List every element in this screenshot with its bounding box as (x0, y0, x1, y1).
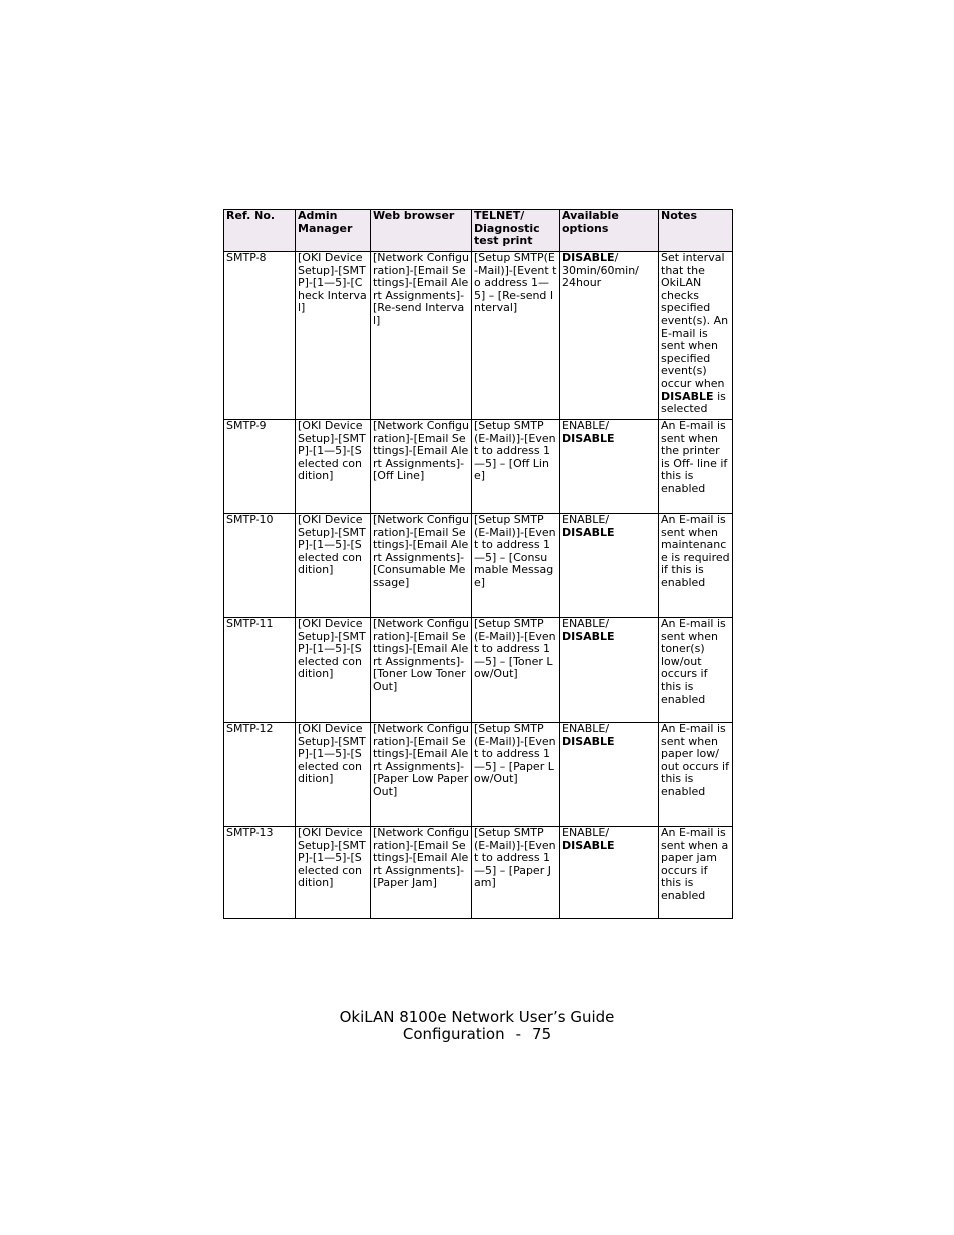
notes-cell: An E-mail is sent when maintenance is required if this is enabled (659, 514, 733, 618)
footer-section: Configuration (402, 1025, 505, 1043)
telnet-cell: [Setup SMTP (E-Mail)]-[Event to address 1—5] – [Toner Low/Out] (472, 618, 560, 723)
table-row (224, 252, 733, 420)
web-cell: [Network Configuration]-[Email Settings]-[Email Alert Assignments]-[Toner Low Toner Out] (371, 618, 472, 723)
table-row (224, 514, 733, 618)
notes-cell: An E-mail is sent when a paper jam occurs if this is enabled (659, 827, 733, 919)
telnet-cell: [Setup SMTP (E-Mail)]-[Event to address 1—5] – [Paper Jam] (472, 827, 560, 919)
admin-cell: [OKI Device Setup]-[SMTP]-[1—5]-[Selected condition] (296, 723, 371, 827)
options-cell (560, 618, 659, 723)
header-notes: Notes (659, 210, 733, 252)
header-ref-no: Ref. No. (224, 210, 296, 252)
options-cell (560, 827, 659, 919)
options-cell (560, 420, 659, 514)
web-cell: [Network Configuration]-[Email Settings]-[Email Alert Assignments]-[Paper Low Paper Out] (371, 723, 472, 827)
table-row (224, 420, 733, 514)
footer-page-line (0, 1026, 954, 1043)
ref-cell: SMTP-9 (224, 420, 296, 514)
telnet-cell: [Setup SMTP (E-Mail)]-[Event to address 1—5] – [Paper Low/Out] (472, 723, 560, 827)
notes-cell: An E-mail is sent when paper low/ out occurs if this is enabled (659, 723, 733, 827)
table-row (224, 723, 733, 827)
admin-cell: [OKI Device Setup]-[SMTP]-[1—5]-[Selected condition] (296, 420, 371, 514)
admin-cell: [OKI Device Setup]-[SMTP]-[1—5]-[Selected condition] (296, 827, 371, 919)
options-values: ENABLE/ (562, 617, 613, 630)
options-values: ENABLE/ (562, 826, 613, 839)
table-header-row (224, 210, 733, 252)
ref-cell: SMTP-10 (224, 514, 296, 618)
web-cell: [Network Configuration]-[Email Settings]-[Email Alert Assignments]-[Off Line] (371, 420, 472, 514)
web-cell: [Network Configuration]-[Email Settings]-[Email Alert Assignments]-[Consumable Message] (371, 514, 472, 618)
notes-text-b: is selected (661, 389, 730, 416)
ref-cell: SMTP-13 (224, 827, 296, 919)
footer-page-number: 75 (532, 1025, 552, 1043)
ref-cell: SMTP-12 (224, 723, 296, 827)
web-cell: [Network Configuration]-[Email Settings]-[Email Alert Assignments]-[Re-send Interval] (371, 252, 472, 420)
options-default: DISABLE (562, 629, 615, 643)
options-default: DISABLE (562, 431, 615, 445)
options-values: / 30min/60min/ 24hour (562, 251, 643, 290)
header-telnet: TELNET/ Diagnostic test print (472, 210, 560, 252)
table-row (224, 827, 733, 919)
options-cell (560, 252, 659, 420)
telnet-cell: [Setup SMTP (E-Mail)]-[Event to address 1—5] – [Off Line] (472, 420, 560, 514)
admin-cell: [OKI Device Setup]-[SMTP]-[1—5]-[Check Interval] (296, 252, 371, 420)
table-row (224, 618, 733, 723)
options-cell (560, 514, 659, 618)
telnet-cell: [Setup SMTP (E-Mail)]-[Event to address 1—5] – [Consumable Message] (472, 514, 560, 618)
web-cell: [Network Configuration]-[Email Settings]-[Email Alert Assignments]-[Paper Jam] (371, 827, 472, 919)
notes-bold: DISABLE (661, 389, 714, 403)
configuration-table (223, 209, 733, 919)
header-available-options: Available options (560, 210, 659, 252)
options-values: ENABLE/ (562, 419, 613, 432)
notes-text-a: Set interval that the OkiLAN checks specified event(s). An E-mail is sent when specified event(s) occur when (661, 251, 732, 390)
ref-cell: SMTP-11 (224, 618, 296, 723)
footer-guide-title: OkiLAN 8100e Network User’s Guide (339, 1008, 615, 1026)
footer-separator: - (515, 1025, 522, 1043)
notes-cell: An E-mail is sent when the printer is Off- line if this is enabled (659, 420, 733, 514)
options-cell (560, 723, 659, 827)
options-default: DISABLE (562, 734, 615, 748)
ref-cell: SMTP-8 (224, 252, 296, 420)
notes-cell: An E-mail is sent when toner(s) low/out occurs if this is enabled (659, 618, 733, 723)
admin-cell: [OKI Device Setup]-[SMTP]-[1—5]-[Selected condition] (296, 618, 371, 723)
options-values: ENABLE/ (562, 722, 613, 735)
options-default: DISABLE (562, 525, 615, 539)
notes-cell (659, 252, 733, 420)
options-default: DISABLE (562, 838, 615, 852)
options-values: ENABLE/ (562, 513, 613, 526)
header-web-browser: Web browser (371, 210, 472, 252)
header-admin-manager: Admin Manager (296, 210, 371, 252)
options-default: DISABLE (562, 251, 615, 264)
telnet-cell: [Setup SMTP(E-Mail)]-[Event to address 1—5] – [Re-send Interval] (472, 252, 560, 420)
admin-cell: [OKI Device Setup]-[SMTP]-[1—5]-[Selected condition] (296, 514, 371, 618)
